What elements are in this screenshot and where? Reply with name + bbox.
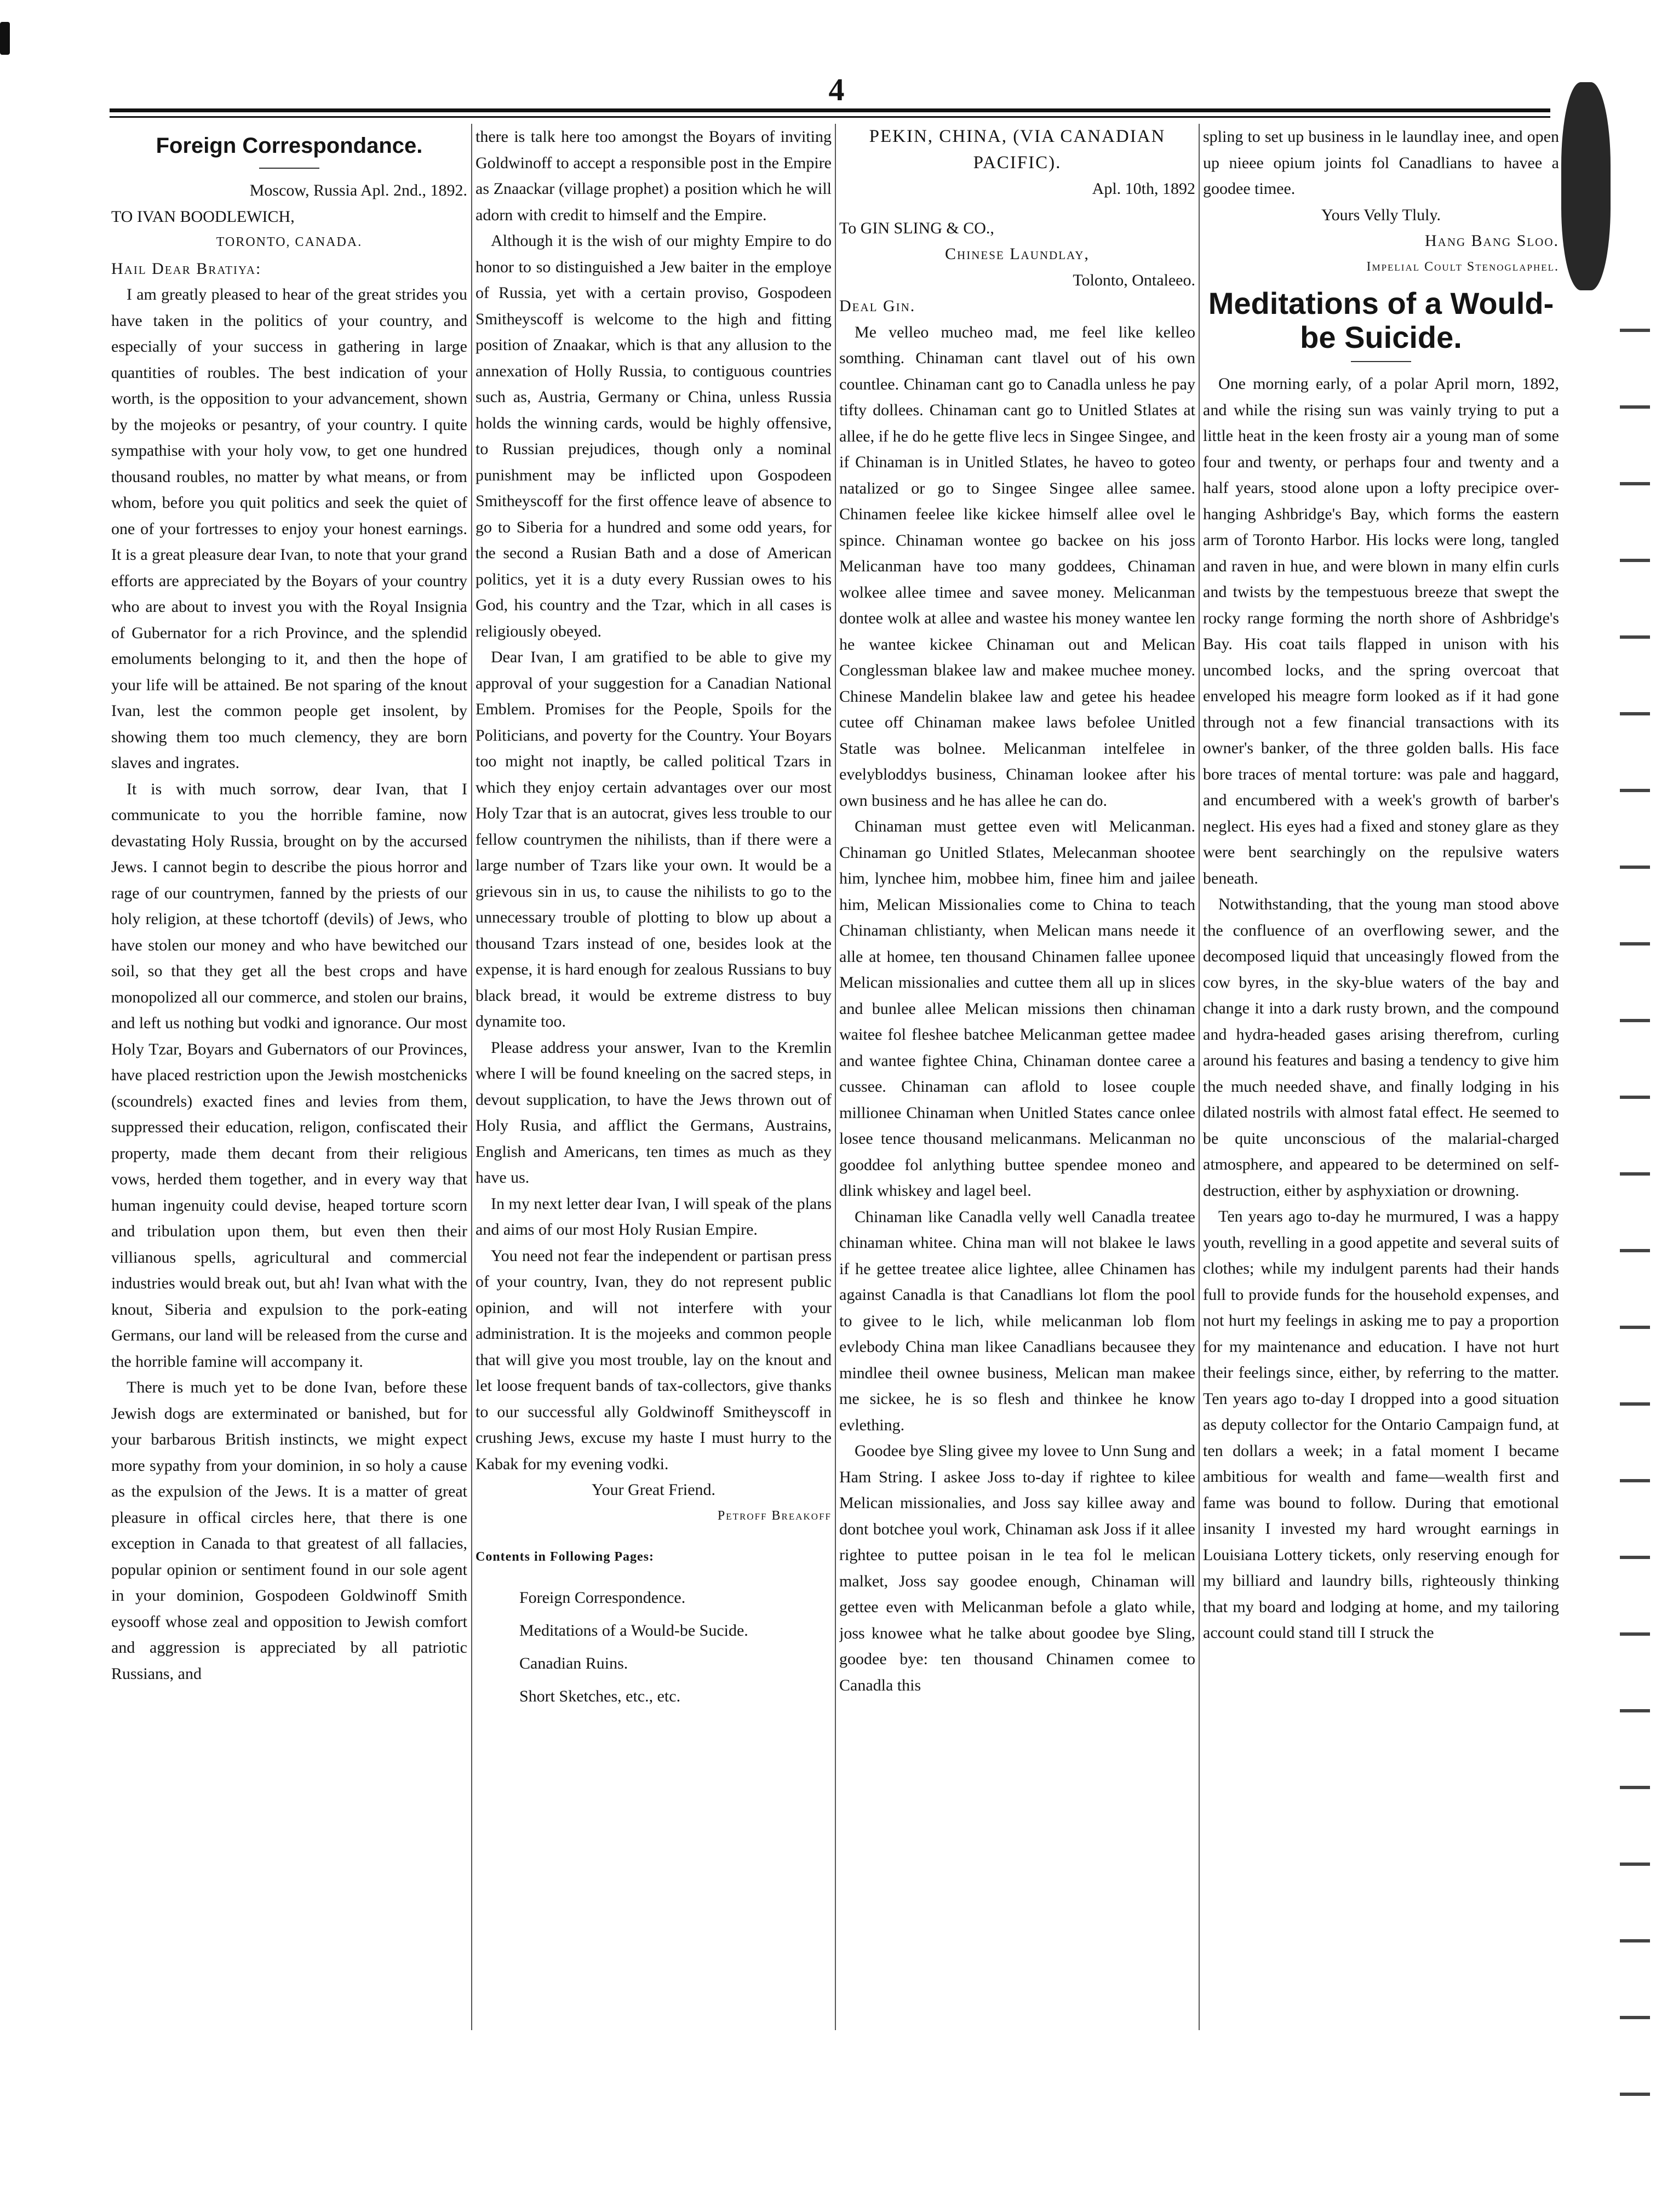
title-rule bbox=[1351, 361, 1411, 362]
scan-mark bbox=[0, 22, 10, 55]
ink-blot bbox=[1561, 82, 1611, 290]
column-divider bbox=[471, 124, 472, 2030]
contents-list bbox=[475, 1581, 832, 1713]
paragraph: Chinaman must gettee even witl Melicanman. Chinaman go Unitled Stlates, Melecanman shootee him, lynchee him, mobbee him, finee him and jailee him, Melican Missionalies come to China to teach Chinaman chlistianty, when Melican mans neede it alle at homee, ten thousand Chinamen fallee uponee Melican missionalies and cuttee them all up in slices and bunlee allee Melican missions then chinaman waitee fol fleshee batchee Melicanman gettee madee and wantee fightee China, Chinaman dontee caree a cussee. Chinaman can aflold to losee couple millionee Chinaman when Unitled States cance onlee losee tence thousand melicanmans. Melicanman no gooddee fol anlything buttee spendee moneo and dlink whiskey and lagel beel. bbox=[839, 817, 1195, 1200]
paragraph: Although it is the wish of our mighty Empire to do honor to so distinguished a Jew baiter in the employe of Russia, yet with a certain proviso, Gospodeen Smitheyscoff is welcome to the high and fitting position of Znaakar, which is that any allusion to the annexation of Holly Russia, to contiguous countries such as, Austria, Germany or China, unless Russia holds the winning cards, would be highly offensive, to Russian prejudices, though only a nominal punishment may be inflicted upon Gospodeen Smitheyscoff for the first offence leave of absence to go to Siberia for a hundred and some odd years, for the second a Rusian Bath and a dose of American politics, yet it is a duty every Russian owes to his God, his country and the Tzar, which in all cases is religiously obeyed. bbox=[475, 232, 832, 640]
paragraph: I am greatly pleased to hear of the great strides you have taken in the politics of your country, and especially of your success in gathering in large quantities of roubles. The best indication of your worth, is the opposition to your advancement, shown by the mojeoks or pesantry, of your country. I quite sympathise with your holy vow, to get one hundred thousand roubles, no matter by what means, or from whom, before you quit politics and seek the quiet of one of your fortresses to enjoy your honest earnings. It is a great pleasure dear Ivan, to note that your grand efforts are appreciated by the Boyars of your country who are about to invest you with the Royal Insignia of Gubernator for a rich Province, and the splendid emoluments belonging to it, and then the hope of your life will be attained. Be not sparing of the knout Ivan, lest the common people get insolent, by showing them too much clemency, they are born slaves and ingrates. bbox=[111, 285, 467, 772]
letter-closing: Yours Velly Tluly. bbox=[1321, 205, 1441, 224]
paragraph: Please address your answer, Ivan to the Kremlin where I will be found kneeling on the sacred steps, in devout supplication, to have the Jews thrown out of Holy Rusia, and afflict the Germans, Austrains, English and Americans, ten times as much as they have us. bbox=[475, 1038, 832, 1187]
paragraph: spling to set up business in le laundlay inee, and open up nieee opium joints fol Canadlians to havee a goodee timee. bbox=[1203, 128, 1559, 198]
letter-closing: Your Great Friend. bbox=[591, 1481, 716, 1499]
column-1 bbox=[111, 124, 467, 2063]
column-divider bbox=[835, 124, 836, 2030]
addressee: TO IVAN BOODLEWICH, bbox=[111, 207, 295, 226]
contents-title: Contents in Following Pages: bbox=[475, 1550, 655, 1564]
paragraph: One morning early, of a polar April morn, 1892, and while the rising sun was vainly trying to put a little heat in the keen frosty air a young man of some four and twenty, or perhaps four and twenty and a half years, stood alone upon a lofty precipice over-hanging Ashbridge's Bay, which forms the eastern arm of Toronto Harbor. His locks were long, tangled and raven in hue, and were blown in many elfin curls and twists by the tempestuous breeze that swept the rocky range forming the north shore of Ashbridge's Bay. His coat tails flapped in unison with his uncombed locks, and the spring overcoat that enveloped his meagre form looked as if it had gone through not a few financial transactions with its owner's banker, of the three golden balls. His face bore traces of mental torture: was pale and haggard, and encumbered with a week's growth of barber's neglect. His eyes had a fixed and stoney glare as they were bent searchingly on the repulsive waters beneath. bbox=[1203, 375, 1559, 887]
column-3 bbox=[839, 124, 1195, 2063]
paragraph: there is talk here too amongst the Boyars of inviting Goldwinoff to accept a responsible post in the Empire as Znaackar (village prophet) a position which he will adorn with credit to himself and the Empire. bbox=[475, 128, 832, 224]
signature-title: Impelial Coult Stenoglaphel. bbox=[1366, 259, 1559, 274]
salutation: Deal Gin. bbox=[839, 297, 916, 315]
article-title: Foreign Correspondance. bbox=[156, 134, 423, 158]
paragraph: Goodee bye Sling givee my lovee to Unn Sung and Ham String. I askee Joss to-day if rightee to kilee Melican missionalies, and Joss say killee away and dont botchee youl work, Chinaman ask Joss if it allee rightee to puttee poisan in le tea fol le melican malket, Joss say goodee enough, Chinaman will gettee even with Melicanman befole a glato while, joss knowee what he talke about goodee bye Sling, goodee bye: ten thousand Chinamen comee to Canadla this bbox=[839, 1442, 1195, 1694]
paragraph: It is with much sorrow, dear Ivan, that I communicate to you the horrible famine, now devastating Holy Russia, brought on by the accursed Jews. I cannot begin to describe the pious horror and rage of our countrymen, fanned by the priests of our holy religion, at these tchortoff (devils) of Jews, who have stolen our money and who have bewitched our soil, so that they get all the best crops and have monopolized all our commerce, and stolen our brains, and left us nothing but vodki and ignorance. Our most Holy Tzar, Boyars and Gubernators of our Provinces, have placed restriction upon the Jewish mostchenicks (scoundrels) exacted fines and levies from them, suppressed their education, religon, confiscated their property, made them decant from their religious vows, herded them together, and in every way that human ingenuity could devise, heaped torture scorn and tribulation upon them, but even then their villianous spells, agricultural and commercial industries would break out, but ah! Ivan what with the knout, Siberia and expulsion to the pork-eating Germans, our land will be released from the curse and the horrible famine will accompany it. bbox=[111, 780, 467, 1371]
binding-edge-artifact bbox=[1620, 329, 1650, 2136]
contents-item: Canadian Ruins. bbox=[519, 1654, 628, 1672]
paragraph: Chinaman like Canadla velly well Canadla treatee chinaman whitee. China man will not blakee le laws if he gettee treatee alice lightee, allee Chinamen has against Canadla is that Canadlians lot flom the pool to givee to le lich, while melicanman lob flom evlebody China man likee Canadlians becausee they mindlee theil ownee business, Melican man makee me sickee, he is so flesh and thinkee he know evlething. bbox=[839, 1207, 1195, 1434]
page-number: 4 bbox=[828, 72, 845, 107]
paragraph: You need not fear the independent or partisan press of your country, Ivan, they do not represent public opinion, and will not interfere with your administration. It is the mojeeks and common people that will give you most trouble, lay on the knout and let loose frequent bands of tax-collectors, give thanks to our successful ally Goldwinoff Smitheyscoff in crushing Jews, excuse my haste I must hurry to the Kabak for my evening vodki. bbox=[475, 1246, 832, 1473]
dateline: Apl. 10th, 1892 bbox=[1092, 180, 1195, 198]
column-4 bbox=[1203, 124, 1559, 2063]
signature: Hang Bang Sloo. bbox=[1424, 232, 1559, 250]
business-name: Chinese Laundlay, bbox=[945, 245, 1090, 263]
column-2 bbox=[475, 124, 832, 2063]
location: TORONTO, CANADA. bbox=[216, 235, 363, 249]
contents-item: Foreign Correspondence. bbox=[519, 1588, 686, 1607]
salutation: Hail Dear Bratiya: bbox=[111, 259, 262, 278]
paragraph: There is much yet to be done Ivan, before these Jewish dogs are exterminated or banished, but for your barbarous British instincts, we might expect more sypathy from your dominion, in so holy a cause as the expulsion of the Jews. It is a matter of great pleasure in offical circles here, that there is one exception in Canada to that greatest of all fallacies, popular opinion or sentiment found in our sole agent in your dominion, Gospodeen Goldwinoff Smith eysooff whose zeal and opposition to Jewish comfort and aggression is appreciated by all patriotic Russians, and bbox=[111, 1378, 467, 1683]
paragraph: Me velleo mucheo mad, me feel like kelleo somthing. Chinaman cant tlavel out of his own countlee. Chinaman cant go to Canadla unless he pay tifty dollees. Chinaman cant go to Unitled Stlates at allee, if he do he gette flive lecs in Singee Singee, and if Chinaman is in Unitled Stlates, he haveo to goteo natalized or go to Singee Singee allee samee. Chinamen feelee like kickee himself allee ovel le spince. Chinaman wontee go backee on his joss Melicanman have too many goddees, Chinaman wolkee allee timee and savee money. Melicanman dontee wolk at allee and wastee his money wantee len he wantee kickee Chinaman out and Melican Conglessman blakee law and makee muchee money. Chinese Mandelin blakee law and getee his headee cutee off Chinaman makee laws befolee Unitled Statle was bolnee. Melicanman intelfelee in evelybloddys business, Chinaman lookee after his own business and he has allee he can do. bbox=[839, 323, 1195, 810]
paragraph: Ten years ago to-day he murmured, I was a happy youth, revelling in a good appetite and several suits of clothes; while my indulgent parents had their hands full to provide funds for the household expenses, and not hurt my feelings in asking me to pay a proportion for my maintenance and education. I have not hurt their feelings since, either, by referring to the matter. Ten years ago to-day I dropped into a good situation as deputy collector for the Ontario Campaign fund, at ten dollars a week; in a fatal moment I became ambitious for wealth and fame—wealth first and fame was bound to follow. During that emotional insanity I invested my hard wrought earnings in Louisiana Lottery tickets, only reserving enough for my billiard and laundry bills, righteously thinking that my board and lodging at home, and my tailoring account could stand till I struck the bbox=[1203, 1207, 1559, 1642]
header-rule-thick bbox=[110, 108, 1550, 112]
addressee: To GIN SLING & CO., bbox=[839, 219, 994, 237]
paragraph: In my next letter dear Ivan, I will speak of the plans and aims of our most Holy Rusian Empire. bbox=[475, 1194, 832, 1239]
signature: Petroff Breakoff bbox=[717, 1508, 832, 1523]
title-rule bbox=[259, 168, 319, 169]
paragraph: Notwithstanding, that the young man stood above the confluence of an overflowing sewer, and the decomposed liquid that unceasingly flowed from the cow byres, in the sky-blue waters of the bay and change it into a dark rusty brown, and the compound and hydra-headed gases arising therefrom, curling around his features and basing a tendency to give him the much needed shave, and finally lodging in his dilated nostrils with almost fatal effect. He seemed to be quite unconscious of the malarial-charged atmosphere, and appeared to be determined on self-destruction, either by asphyxiation or drowning. bbox=[1203, 895, 1559, 1200]
letter-heading: PEKIN, CHINA, (VIA CANADIAN PACIFIC). bbox=[869, 127, 1166, 173]
contents-item: Short Sketches, etc., etc. bbox=[519, 1687, 681, 1705]
location: Tolonto, Ontaleeo. bbox=[1073, 271, 1195, 289]
dateline: Moscow, Russia Apl. 2nd., 1892. bbox=[249, 181, 467, 199]
header-rule-thin bbox=[110, 116, 1550, 118]
article-title: Meditations of a Would-be Suicide. bbox=[1208, 286, 1554, 354]
column-divider bbox=[1199, 124, 1200, 2030]
contents-item: Meditations of a Would-be Sucide. bbox=[519, 1621, 748, 1640]
paragraph: Dear Ivan, I am gratified to be able to give my approval of your suggestion for a Canadian National Emblem. Promises for the People, Spoils for the Politicians, and poverty for the Country. Your Boyars too might not inaptly, be called political Tzars in which they enjoy certain advantages over our most Holy Tzar that is an autocrat, gives less trouble to our fellow countrymen the nihilists, than if there were a large number of Tzars like your own. It would be a grievous sin in us, to cause the nihilists to go to the unnecessary trouble of plotting to blow up about a thousand Tzars instead of one, besides look at the expense, it is hard enough for zealous Russians to buy black bread, it would be extreme distress to buy dynamite too. bbox=[475, 648, 832, 1030]
